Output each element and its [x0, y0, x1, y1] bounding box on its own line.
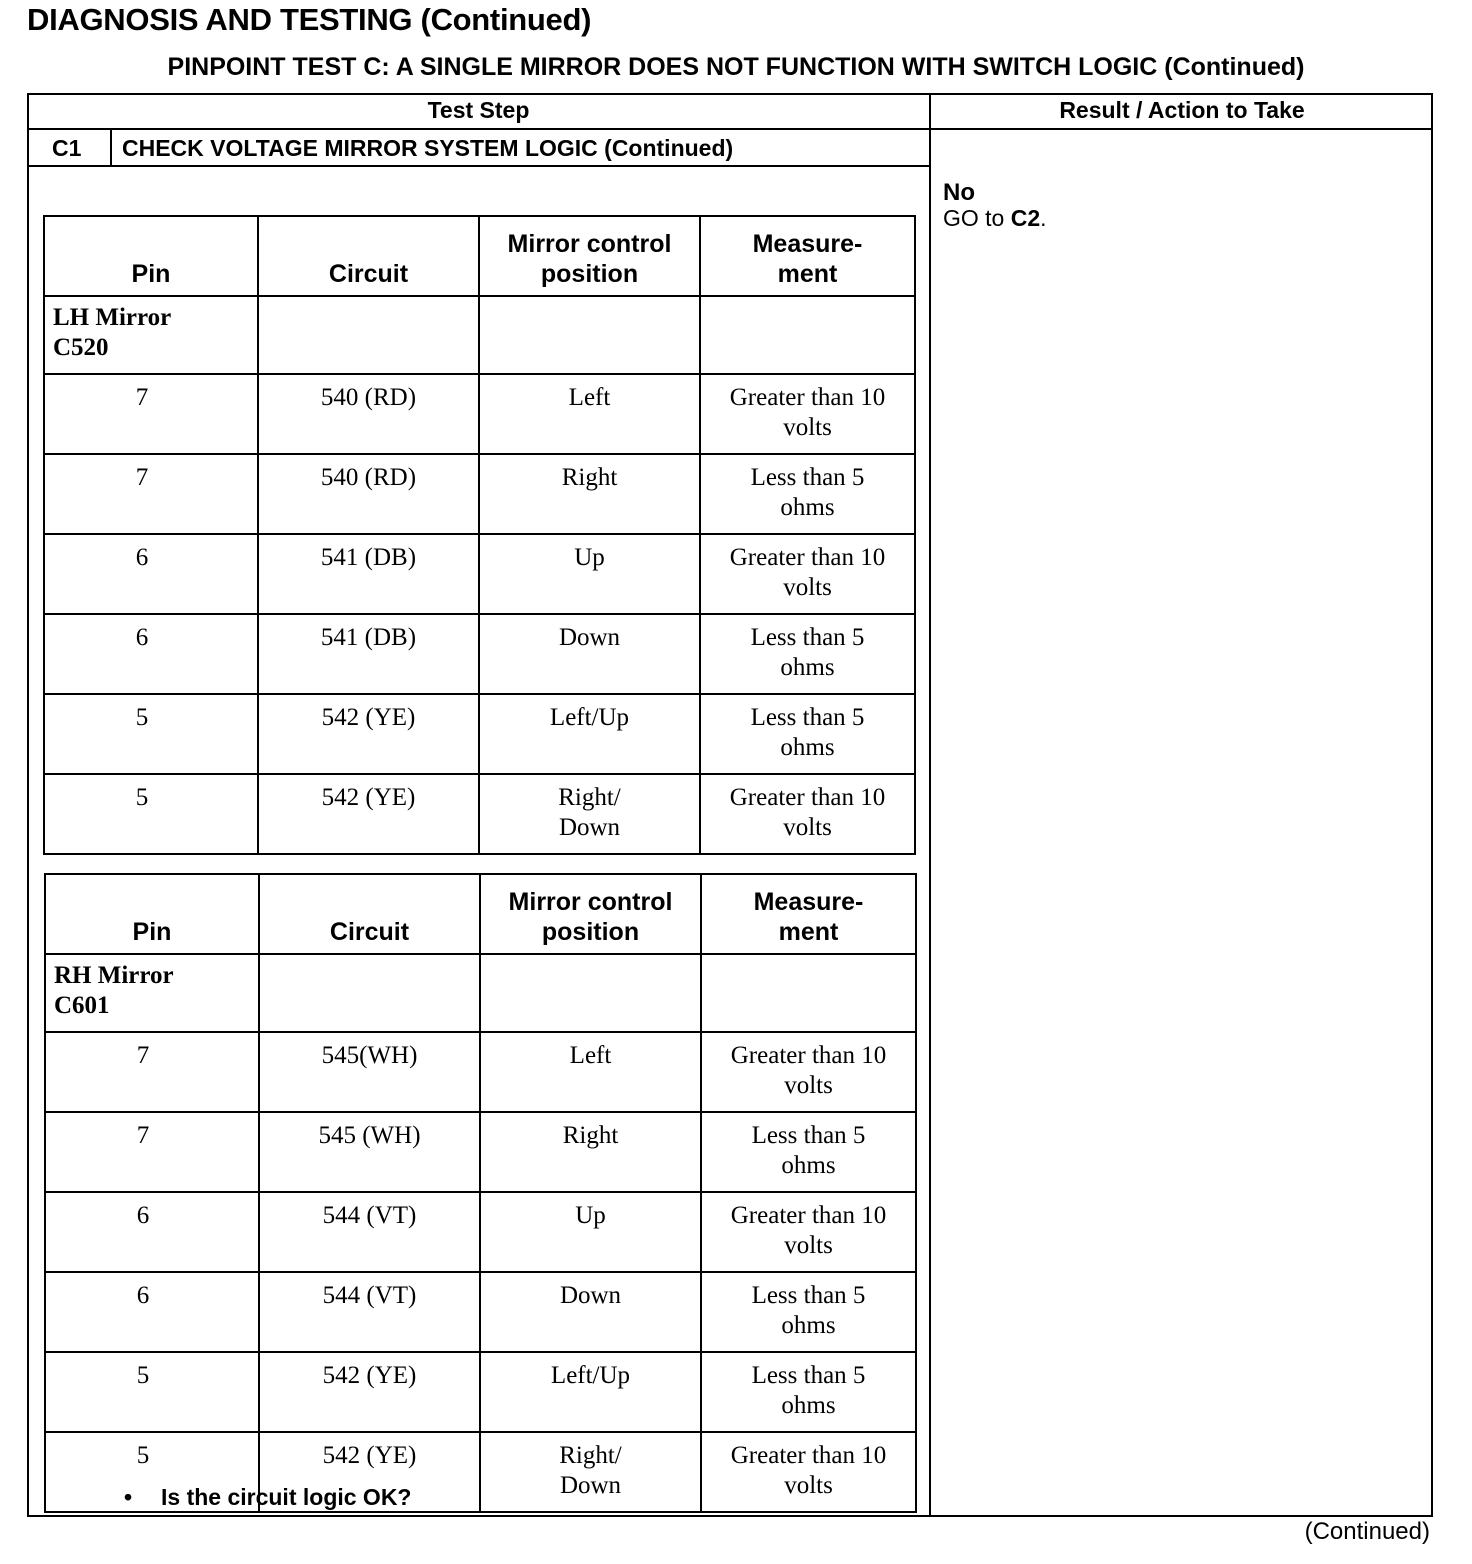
- column-header-test-step: Test Step: [427, 97, 530, 123]
- action-suffix: .: [1040, 205, 1047, 231]
- group-label-line2: C520: [53, 334, 109, 361]
- position-cell: Right: [479, 454, 700, 534]
- pin-cell: 5: [45, 1432, 259, 1512]
- table-row: [45, 1192, 916, 1272]
- header-position: [480, 874, 701, 954]
- header-position-line2: position: [540, 260, 639, 288]
- measurement-line2: ohms: [781, 1392, 836, 1419]
- group-row: [45, 954, 916, 1032]
- step-id: C1: [52, 135, 82, 161]
- pin-cell: 5: [44, 694, 258, 774]
- pin-cell: 5: [45, 1352, 259, 1432]
- pin-cell: 7: [44, 454, 258, 534]
- pin-cell: 6: [44, 614, 258, 694]
- measurement-line2: volts: [783, 574, 832, 601]
- step-title: CHECK VOLTAGE MIRROR SYSTEM LOGIC (Continued): [122, 135, 734, 161]
- circuit-cell: 544 (VT): [259, 1192, 480, 1272]
- measurement-line1: Less than 5: [750, 624, 865, 651]
- header-rule: [27, 128, 1433, 130]
- position-line1: Right/: [559, 1442, 622, 1469]
- pin-cell: 5: [44, 774, 258, 854]
- action-prefix: GO to: [943, 205, 1011, 231]
- pin-cell: 6: [44, 534, 258, 614]
- result-action: [943, 205, 1047, 232]
- measurement-line2: volts: [784, 1472, 833, 1499]
- group-label: [44, 296, 258, 374]
- step-id-divider: [110, 128, 112, 167]
- table-row: [44, 774, 915, 854]
- measurement-cell: [701, 1112, 916, 1192]
- circuit-cell: 542 (YE): [259, 1432, 480, 1512]
- rh-mirror-table: [44, 873, 917, 1513]
- position-cell: Right: [480, 1112, 701, 1192]
- measurement-line1: Less than 5: [750, 704, 865, 731]
- measurement-cell: [700, 694, 915, 774]
- position-line2: Down: [558, 814, 621, 841]
- measurement-cell: [701, 1432, 916, 1512]
- position-cell: [479, 774, 700, 854]
- table-row: [44, 614, 915, 694]
- bullet-icon: •: [124, 1484, 133, 1510]
- group-label: [45, 954, 259, 1032]
- circuit-cell: 541 (DB): [258, 534, 479, 614]
- table-row: [44, 694, 915, 774]
- empty-cell: [479, 296, 700, 374]
- lh-mirror-table: [43, 215, 916, 855]
- column-header-result-action: Result / Action to Take: [1059, 97, 1305, 123]
- header-position-line1: Mirror control: [508, 888, 673, 916]
- group-label-line2: C601: [54, 992, 110, 1019]
- header-measurement: [701, 874, 916, 954]
- measurement-cell: [700, 774, 915, 854]
- table-row: [45, 1032, 916, 1112]
- page-heading: DIAGNOSIS AND TESTING (Continued): [27, 2, 592, 37]
- table-row: [45, 1352, 916, 1432]
- header-measurement-line2: ment: [777, 260, 838, 288]
- measurement-line2: volts: [784, 1072, 833, 1099]
- group-label-line1: RH Mirror: [54, 962, 174, 989]
- header-measurement-line1: Measure-: [752, 230, 863, 258]
- header-measurement-line2: ment: [778, 918, 839, 946]
- position-line1: Right/: [558, 784, 621, 811]
- header-pin: Pin: [45, 874, 259, 954]
- measurement-line2: ohms: [780, 734, 835, 761]
- measurement-line1: Less than 5: [751, 1122, 866, 1149]
- position-cell: Left/Up: [479, 694, 700, 774]
- measurement-cell: [700, 454, 915, 534]
- header-circuit: Circuit: [258, 216, 479, 296]
- circuit-cell: 540 (RD): [258, 374, 479, 454]
- empty-cell: [480, 954, 701, 1032]
- measurement-line2: ohms: [781, 1312, 836, 1339]
- pin-cell: 6: [45, 1272, 259, 1352]
- position-cell: Left/Up: [480, 1352, 701, 1432]
- position-cell: Down: [480, 1272, 701, 1352]
- empty-cell: [258, 296, 479, 374]
- measurement-line2: volts: [783, 414, 832, 441]
- measurement-line1: Less than 5: [751, 1282, 866, 1309]
- table-row: [44, 374, 915, 454]
- header-position-line2: position: [541, 918, 640, 946]
- measurement-line2: ohms: [780, 654, 835, 681]
- position-cell: Left: [479, 374, 700, 454]
- pin-cell: 7: [45, 1112, 259, 1192]
- measurement-cell: [701, 1272, 916, 1352]
- measurement-line2: ohms: [781, 1152, 836, 1179]
- group-row: [44, 296, 915, 374]
- table-row: [45, 1272, 916, 1352]
- action-target-link[interactable]: C2: [1010, 205, 1041, 231]
- circuit-cell: 540 (RD): [258, 454, 479, 534]
- measurement-line1: Greater than 10: [730, 1442, 887, 1469]
- circuit-cell: 545 (WH): [259, 1112, 480, 1192]
- measurement-line1: Greater than 10: [730, 1202, 887, 1229]
- measurement-cell: [700, 374, 915, 454]
- header-circuit: Circuit: [259, 874, 480, 954]
- step-rule: [27, 165, 931, 167]
- circuit-cell: 541 (DB): [258, 614, 479, 694]
- circuit-cell: 544 (VT): [259, 1272, 480, 1352]
- circuit-cell: 542 (YE): [258, 694, 479, 774]
- pinpoint-test-title: PINPOINT TEST C: A SINGLE MIRROR DOES NOT FUNCTION WITH SWITCH LOGIC (Continued): [167, 53, 1305, 81]
- pin-cell: 7: [45, 1032, 259, 1112]
- position-cell: Up: [479, 534, 700, 614]
- header-pin: Pin: [44, 216, 258, 296]
- measurement-line2: volts: [784, 1232, 833, 1259]
- step-question: [124, 1484, 411, 1511]
- circuit-cell: 542 (YE): [259, 1352, 480, 1432]
- empty-cell: [259, 954, 480, 1032]
- empty-cell: [700, 296, 915, 374]
- measurement-line1: Greater than 10: [729, 544, 886, 571]
- header-position-line1: Mirror control: [507, 230, 672, 258]
- measurement-cell: [700, 534, 915, 614]
- question-text: Is the circuit logic OK?: [161, 1484, 412, 1510]
- continued-note: (Continued): [1304, 1518, 1430, 1545]
- header-measurement: [700, 216, 915, 296]
- result-answer: No: [943, 179, 975, 206]
- measurement-line1: Less than 5: [750, 464, 865, 491]
- measurement-line1: Greater than 10: [730, 1042, 887, 1069]
- measurement-cell: [701, 1032, 916, 1112]
- measurement-line1: Less than 5: [751, 1362, 866, 1389]
- position-cell: Up: [480, 1192, 701, 1272]
- measurement-line2: volts: [783, 814, 832, 841]
- table-row: [44, 454, 915, 534]
- header-position: [479, 216, 700, 296]
- measurement-line1: Greater than 10: [729, 384, 886, 411]
- table-header-row: [45, 874, 916, 954]
- table-row: [44, 534, 915, 614]
- pin-cell: 6: [45, 1192, 259, 1272]
- circuit-cell: 545(WH): [259, 1032, 480, 1112]
- measurement-cell: [701, 1352, 916, 1432]
- measurement-cell: [700, 614, 915, 694]
- table-row: [45, 1112, 916, 1192]
- circuit-cell: 542 (YE): [258, 774, 479, 854]
- header-measurement-line1: Measure-: [753, 888, 864, 916]
- table-header-row: [44, 216, 915, 296]
- measurement-line1: Greater than 10: [729, 784, 886, 811]
- empty-cell: [701, 954, 916, 1032]
- pin-cell: 7: [44, 374, 258, 454]
- group-label-line1: LH Mirror: [53, 304, 172, 331]
- position-cell: Left: [480, 1032, 701, 1112]
- position-cell: Down: [479, 614, 700, 694]
- column-divider: [929, 93, 931, 1517]
- position-line2: Down: [559, 1472, 622, 1499]
- measurement-cell: [701, 1192, 916, 1272]
- position-cell: [480, 1432, 701, 1512]
- measurement-line2: ohms: [780, 494, 835, 521]
